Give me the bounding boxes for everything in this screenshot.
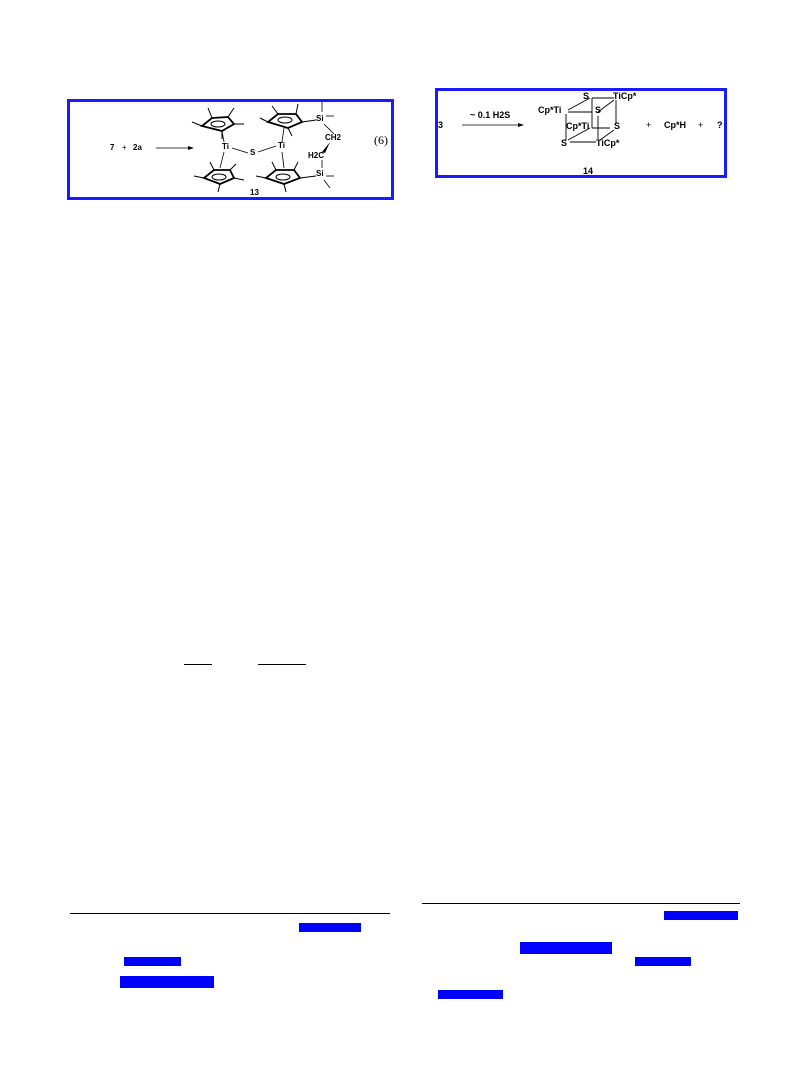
fraction-bar-1	[184, 664, 212, 665]
compound-label-13: 13	[250, 188, 259, 197]
cubane-ticp-top-right: TiCp*	[613, 91, 637, 101]
reaction-arrowhead-cubane	[518, 123, 524, 127]
plus-sign: +	[122, 143, 127, 152]
byproduct-cp-star-h: Cp*H	[664, 120, 686, 130]
h2c-group: H2C	[308, 151, 325, 160]
compound-label-14: 14	[583, 166, 594, 176]
cubane-s-top: S	[583, 91, 590, 101]
reference-link-1[interactable]	[299, 923, 361, 932]
si-atom-top: Si	[316, 114, 324, 123]
ch2-group: CH2	[325, 133, 342, 142]
cubane-s-inner: S	[595, 105, 602, 115]
reagent-h2s: ~ 0.1 H2S	[470, 110, 511, 120]
fraction-bar-2	[258, 664, 306, 665]
reference-link-6[interactable]	[635, 957, 691, 966]
equation-number: (6)	[374, 133, 388, 147]
unknown-product: ?	[717, 120, 723, 130]
cubane-cpti-left: Cp*Ti	[538, 105, 562, 115]
cubane-cpti-inner: Cp*Ti	[566, 121, 590, 131]
plus-sign-2: +	[698, 120, 704, 130]
cubane-s-bottom-left: S	[561, 138, 568, 148]
ti-atom-left: Ti	[222, 142, 229, 151]
reactant-2a: 2a	[133, 143, 142, 152]
si-atom-bottom: Si	[316, 169, 324, 178]
sulfur-bridge: S	[250, 148, 256, 157]
reactant-7: 7	[110, 143, 115, 152]
plus-sign-1: +	[646, 120, 652, 130]
ti-atom-right: Ti	[278, 141, 285, 150]
reference-link-2[interactable]	[124, 957, 181, 966]
cubane-core	[566, 98, 616, 142]
cubane-s-outer: S	[614, 121, 621, 131]
footnote-rule-right	[422, 903, 740, 904]
footnote-rule-left	[70, 913, 390, 914]
reactant-3: 3	[438, 120, 444, 130]
cubane-ticp-bottom: TiCp*	[596, 138, 620, 148]
reference-link-4[interactable]	[664, 911, 738, 920]
reference-link-7[interactable]	[438, 990, 503, 999]
reference-link-5[interactable]	[520, 942, 612, 954]
reference-link-3[interactable]	[120, 976, 214, 988]
